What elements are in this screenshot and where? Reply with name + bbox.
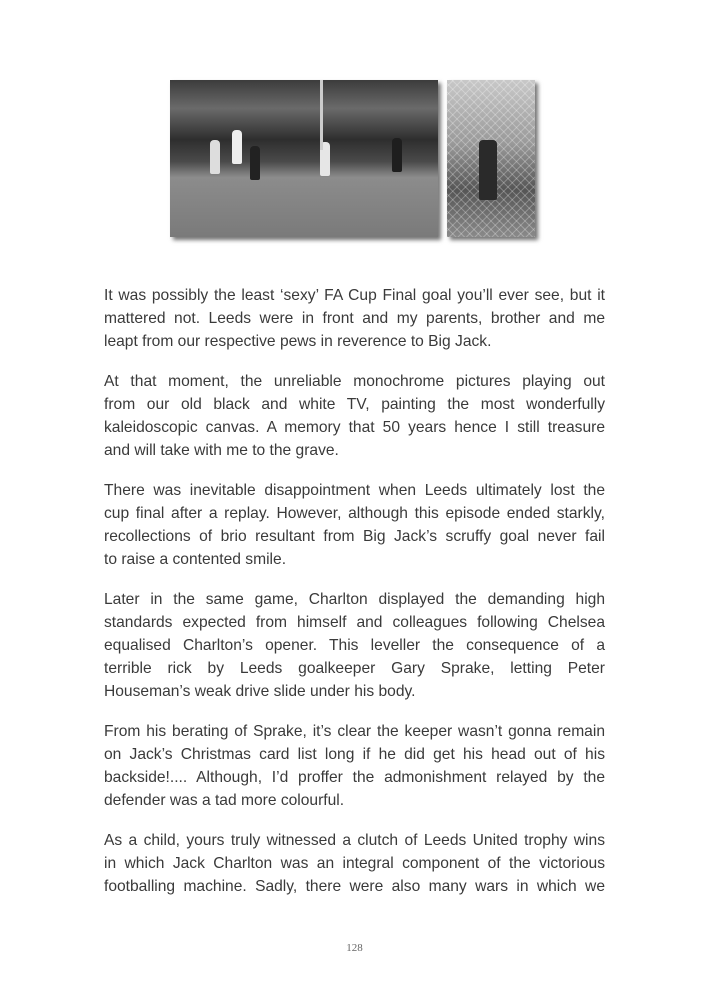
text-line: terrible rick by Leeds goalkeeper Gary Sprake, letting Peter — [104, 660, 605, 677]
goal-net-photo — [447, 80, 535, 237]
text-line: At that moment, the unreliable monochrome pictures playing out — [104, 373, 605, 390]
text-line: backside!.... Although, I’d proffer the admonishment relayed by the — [104, 769, 605, 786]
player-figure — [232, 130, 242, 164]
player-figure — [250, 146, 260, 180]
goalpost — [320, 80, 323, 150]
text-line: From his berating of Sprake, it’s clear the keeper wasn’t gonna remain — [104, 723, 605, 740]
text-line: from our old black and white TV, painting the most wonderfully — [104, 396, 605, 413]
text-line: cup final after a replay. However, although this episode ended starkly, — [104, 505, 605, 522]
paragraph — [104, 479, 605, 571]
text-line: defender was a tad more colourful. — [104, 792, 345, 809]
text-line: Later in the same game, Charlton displayed the demanding high — [104, 591, 605, 608]
text-line: standards expected from himself and colleagues following Chelsea — [104, 614, 605, 631]
player-figure — [392, 138, 402, 172]
text-line: to raise a contented smile. — [104, 551, 287, 568]
text-line: It was possibly the least ‘sexy’ FA Cup Final goal you’ll ever see, but it — [104, 287, 605, 304]
paragraph — [104, 284, 605, 353]
text-line: There was inevitable disappointment when Leeds ultimately lost the — [104, 482, 605, 499]
player-figure — [479, 140, 497, 200]
text-line: mattered not. Leeds were in front and my parents, brother and me — [104, 310, 605, 327]
text-line: Houseman’s weak drive slide under his body. — [104, 683, 416, 700]
text-line: kaleidoscopic canvas. A memory that 50 years hence I still treasure — [104, 419, 605, 436]
match-action-photo — [170, 80, 438, 237]
player-figure — [210, 140, 220, 174]
body-text — [104, 284, 605, 915]
page-number: 128 — [346, 942, 363, 954]
text-line: equalised Charlton’s opener. This leveller the consequence of a — [104, 637, 605, 654]
text-line: and will take with me to the grave. — [104, 442, 339, 459]
text-line: in which Jack Charlton was an integral component of the victorious — [104, 855, 605, 872]
text-line: footballing machine. Sadly, there were also many wars in which we — [104, 878, 605, 895]
paragraph — [104, 720, 605, 812]
paragraph — [104, 588, 605, 703]
text-line: As a child, yours truly witnessed a clutch of Leeds United trophy wins — [104, 832, 605, 849]
text-line: leapt from our respective pews in reverence to Big Jack. — [104, 333, 492, 350]
paragraph — [104, 829, 605, 898]
text-line: on Jack’s Christmas card list long if he did get his head out of his — [104, 746, 605, 763]
paragraph — [104, 370, 605, 462]
text-line: recollections of brio resultant from Big Jack’s scruffy goal never fail — [104, 528, 605, 545]
